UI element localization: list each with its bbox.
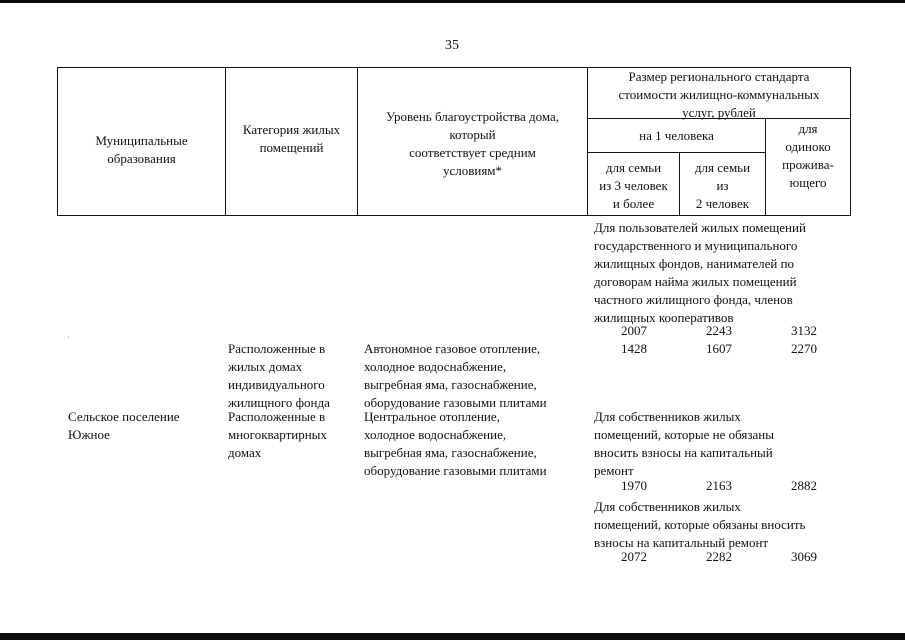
value-exempt-single: 2882 (791, 478, 817, 493)
text-line: оборудование газовыми плитами (364, 395, 547, 410)
header-line: Размер регионального стандарта (628, 69, 810, 84)
text-line: вносить взносы на капитальный (594, 445, 773, 460)
header-line: и более (612, 196, 655, 211)
text-line: Расположенные в (228, 341, 326, 356)
header-category (226, 121, 357, 157)
header-line: услуг, рублей (682, 105, 756, 120)
level-central (364, 408, 588, 480)
category-individual (228, 340, 356, 412)
text-line: выгребная яма, газоснабжение, (364, 445, 537, 460)
text-line: жилищных фондов, нанимателей по (594, 256, 795, 271)
scan-top-edge (0, 0, 905, 3)
value-users-family2: 2243 (706, 323, 732, 338)
header-municipality (58, 132, 225, 168)
text-line: Для пользователей жилых помещений (594, 220, 806, 235)
header-single (766, 120, 850, 192)
text-line: Для собственников жилых (594, 499, 741, 514)
value-exempt-family2: 2163 (706, 478, 732, 493)
text-line: холодное водоснабжение, (364, 427, 507, 442)
level-autonomous (364, 340, 588, 412)
header-line: из 3 человек (599, 178, 668, 193)
text-line: помещений, которые обязаны вносить (594, 517, 806, 532)
header-line: одиноко (785, 139, 831, 154)
header-line: который (449, 127, 496, 142)
text-line: договорам найма жилых помещений (594, 274, 797, 289)
text-line: многоквартирных (228, 427, 327, 442)
text-line: выгребная яма, газоснабжение, (364, 377, 537, 392)
value-pay-single: 3069 (791, 549, 817, 564)
text-line: жилищных кооперативов (594, 310, 734, 325)
text-line: Южное (68, 427, 110, 442)
header-line: Категория жилых (242, 122, 341, 137)
text-line: Центральное отопление, (364, 409, 500, 424)
note-owners-pay (594, 498, 850, 552)
header-line: помещений (259, 140, 324, 155)
header-line: для семьи (694, 160, 751, 175)
value-pay-family3: 2072 (621, 549, 647, 564)
header-line: условиям* (442, 163, 503, 178)
text-line: Автономное газовое отопление, (364, 341, 541, 356)
header-line: из (716, 178, 729, 193)
text-line: частного жилищного фонда, членов (594, 292, 793, 307)
header-line: Уровень благоустройства дома, (385, 109, 560, 124)
header-line: прожива- (782, 157, 834, 172)
scan-bottom-edge (0, 633, 905, 640)
text-line: взносы на капитальный ремонт (594, 535, 769, 550)
text-line: жилищного фонда (228, 395, 330, 410)
table-header-bottom-border (57, 215, 851, 216)
text-line: Для собственников жилых (594, 409, 741, 424)
header-line: образования (107, 151, 176, 166)
header-family-2 (680, 159, 765, 213)
text-line: холодное водоснабжение, (364, 359, 507, 374)
text-line: домах (228, 445, 262, 460)
header-line: стоимости жилищно-коммунальных (618, 87, 820, 102)
text-line: помещений, которые не обязаны (594, 427, 774, 442)
header-level (358, 108, 587, 180)
municipality-name (68, 408, 223, 444)
header-per-person (588, 127, 765, 145)
value-individual-single: 2270 (791, 341, 817, 356)
note-users (594, 219, 850, 327)
text-line: ремонт (594, 463, 634, 478)
header-family-3 (588, 159, 679, 213)
header-line: Муниципальные (95, 133, 188, 148)
header-line: для (798, 121, 818, 136)
text-line: Расположенные в (228, 409, 326, 424)
category-apartment (228, 408, 356, 462)
note-owners-exempt (594, 408, 850, 480)
value-individual-family3: 1428 (621, 341, 647, 356)
text-line: государственного и муниципального (594, 238, 798, 253)
per-person-divider (587, 152, 765, 153)
header-line: соответствует средним (409, 145, 536, 160)
header-line: на 1 человека (639, 128, 714, 143)
value-pay-family2: 2282 (706, 549, 732, 564)
value-users-single: 3132 (791, 323, 817, 338)
text-line: индивидуального (228, 377, 325, 392)
text-line: Сельское поселение (68, 409, 180, 424)
value-users-family3: 2007 (621, 323, 647, 338)
value-individual-family2: 1607 (706, 341, 732, 356)
text-line: оборудование газовыми плитами (364, 463, 547, 478)
header-line: для семьи (605, 160, 662, 175)
page-number: 35 (445, 38, 459, 53)
header-line: ющего (789, 175, 827, 190)
value-exempt-family3: 1970 (621, 478, 647, 493)
table-border-right (850, 67, 851, 216)
header-standard (588, 68, 850, 122)
text-line: жилых домах (228, 359, 303, 374)
scan-speck (68, 337, 69, 338)
header-line: 2 человек (695, 196, 750, 211)
